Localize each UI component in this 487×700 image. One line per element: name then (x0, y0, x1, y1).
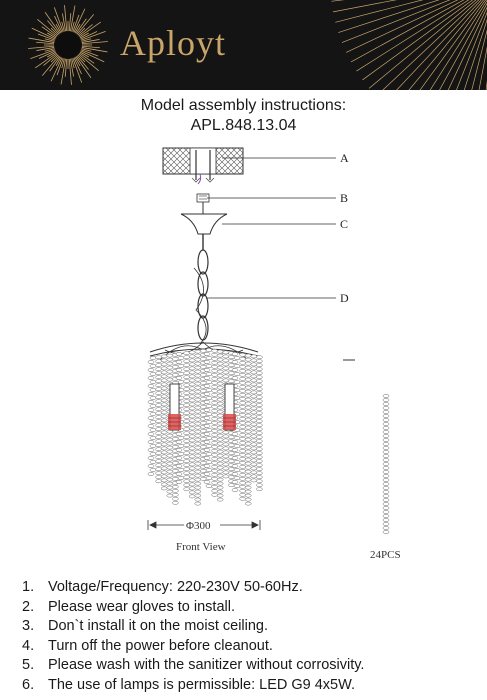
brand-banner (0, 0, 487, 90)
note-item: 3. Don`t install it on the moist ceiling. (22, 618, 269, 634)
callout-d: D (340, 291, 349, 305)
note-item: 4. Turn off the power before cleanout. (22, 637, 273, 654)
instruction-notes (22, 578, 364, 695)
callout-a: A (340, 151, 349, 165)
suspension-chain (194, 250, 208, 344)
title-line-1: Model assembly instructions: (140, 97, 347, 114)
ceiling-plate (163, 148, 243, 184)
brand-logo: Aployt (120, 23, 227, 63)
callout-b: B (340, 191, 349, 205)
note-item: 5. Please wash with the sanitizer without corrosivity. (22, 657, 365, 673)
front-view-caption: Front View (176, 541, 226, 553)
canopy (181, 202, 227, 250)
model-number: APL.848.13.04 (190, 117, 297, 134)
callout-c: C (340, 217, 349, 231)
sun-burst-icon (0, 0, 487, 90)
assembly-drawing (0, 138, 487, 568)
note-item: 2. Please wear gloves to install. (22, 598, 235, 615)
diameter-label: Φ300 (186, 520, 211, 532)
page-title (0, 96, 487, 136)
crystal-strand-drawing (383, 394, 389, 533)
chandelier-drawing (148, 342, 262, 505)
note-item: 1. Voltage/Frequency: 220-230V 50-60Hz. (22, 579, 303, 595)
note-item: 6. The use of lamps is permissible: LED G9 4x5W. (22, 676, 356, 693)
parts-qty: 24PCS (370, 549, 401, 561)
callout-lines (206, 158, 336, 298)
